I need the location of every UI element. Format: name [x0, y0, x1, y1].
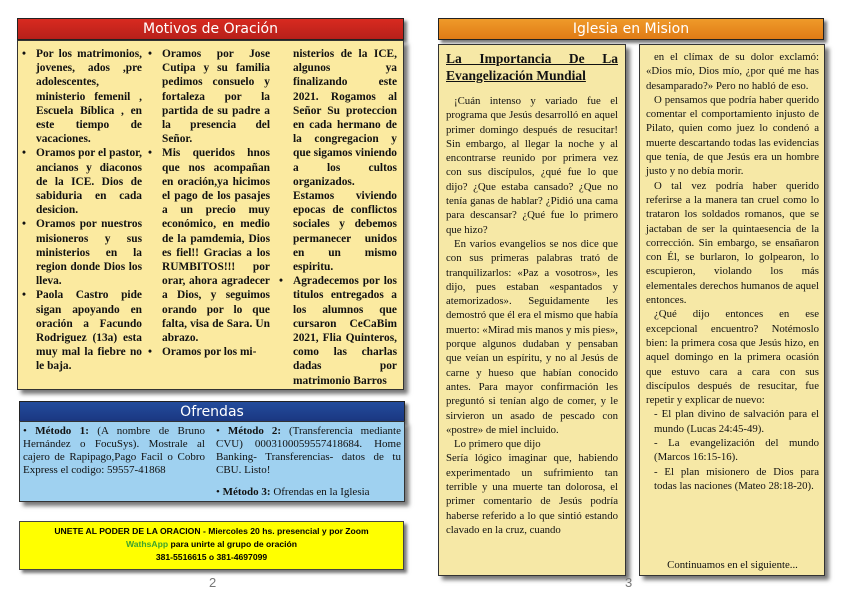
list-item: • Oramos por los mi- — [148, 345, 270, 359]
list-item-continuation: nisterios de la ICE, algunos ya finalizando este 2021. Rogamos al Señor Su proteccion en cada hermano de la congregacion y que sigamos viniendo a los cultos organizados. Estamos viviendo epocas de conflictos sociales y debemos permanecer unidos en un mismo espiritu. — [293, 48, 397, 274]
banner-line-2: WathsApp para unirte al grupo de oración — [125, 539, 298, 549]
article-paragraph: en el clímax de su dolor exclamó: «Dios mío, Dios mío, ¿por qué me has desamparado?» Pero no habló de eso. — [646, 51, 819, 92]
ofrendas-title: Ofrendas — [180, 404, 244, 420]
motivos-column-2 — [148, 47, 270, 359]
metodo-2-text: (Transferencia mediante CVU) 0003100059557418684. Home Banking- Transferencias- datos de tu CBU. Listo! — [216, 425, 401, 476]
list-item: • Paola Castro pide sigan apoyando en oración a Facundo Rodriguez (13a) esta muy mal la fiebre no le baja. — [22, 288, 142, 373]
motivos-column-3 — [279, 47, 397, 388]
list-item: • Oramos por nuestros misioneros y sus ministerios en la region donde Dios los lleva. — [22, 217, 142, 288]
iglesia-header — [438, 18, 824, 40]
ofrendas-header — [19, 401, 405, 423]
article-paragraph: ¡Cuán intenso y variado fue el programa que Jesús desarrolló en aquel primer domingo después de resucitar! Sin embargo, al llegar la noche y al encontrarse reunido por primera vez con sus discípulos, ¿qué fue lo que dijo? ¿Que estaba cansado? ¿Que no tenía ganas de hablar? ¿Pidió una cama para descansar? ¿Qué fue lo primero que hizo? — [446, 95, 618, 236]
article-column-1 — [446, 50, 618, 537]
banner-line-1: UNETE AL PODER DE LA ORACION - Miercoles 20 hs. presencial y por Zoom — [54, 526, 369, 536]
banner-phones: 381-5516615 o 381-4697099 — [155, 552, 268, 562]
article-list-item: - El plan misionero de Dios para todas las naciones (Mateo 28:18-20). — [654, 465, 819, 492]
article-paragraph: Sería lógico imaginar que, habiendo experimentado un sufrimiento tan terrible y una muerte tan dolorosa, el primer comentario de Jesús podría haberse referido a lo que sintió estando clavado en la cruz, cuando — [446, 452, 618, 536]
article-list-item: - La evangelización del mundo (Marcos 16:15-16). — [654, 437, 819, 464]
article-paragraph: ¿Qué dijo entonces en ese excepcional encuentro? Notémoslo bien: la primera cosa que Jesús hizo, en aquel domingo en la primera ocasión que estuvo cara a cara con sus discípulos después de resucitar, fue repetir y explicar de nuevo: — [646, 308, 819, 407]
page-number-left: 2 — [209, 575, 217, 590]
metodo-2-label: Método 2: — [227, 425, 282, 437]
ofrenda-metodo-1: • Método 1: (A nombre de Bruno Hernández o FocuSys). Mostrale al cajero de Rapipago,Pago Facil o Cobro Express el codigo: 59557-41868 — [23, 425, 205, 476]
list-item: • Mis queridos hnos que nos acompañan en oración,ya hicimos el pago de los pasajes a un precio muy económico, en medio de la pamdemia, Dios es fiel!! Gracias a los RUMBITOS!!! por orar, ahora agradecer a Dios, y seguimos orando por lo que falta, visa de Sara. Un abrazo. — [148, 146, 270, 345]
list-item: • Agradecemos por los titulos entregados a los alumnos que cursaron CeCaBim 2021, Flia Quinteros, como las charlas dadas por matrimonio Barros — [279, 274, 397, 388]
motivos-title: Motivos de Oración — [143, 21, 278, 37]
metodo-1-label: Método 1: — [35, 425, 89, 437]
article-paragraph: En varios evangelios se nos dice que con sus primeras palabras trató de tranquilizarlos: «Paz a vosotros», les dijo, pues estaban «espantados y atemorizados». Seguidamente les demostró que él era el mismo que había muerto: «Mirad mis manos y mis pies», porque algunos dudaban y pensaban que veían un espíritu, y no al Jesús de carne y hueso que habían conocido antes. Para mayor confirmación les preguntó si tenían algo de comer, y le sirvieron un asado de pescado con «postre» de miel incluido. — [446, 237, 618, 436]
oracion-banner-text — [19, 525, 404, 564]
list-item: • Por los matrimonios, jovenes, ados ,pre adolescentes, ministerio femenil , Escuela Bíblica , en este tiempo de vacaciones. — [22, 47, 142, 146]
ofrenda-metodo-3: • Método 3: Ofrendas en la Iglesia — [216, 486, 370, 498]
motivos-column-1 — [22, 47, 142, 374]
iglesia-title: Iglesia en Mision — [572, 21, 690, 37]
article-list-item: - El plan divino de salvación para el mundo (Lucas 24:45-49). — [654, 408, 819, 435]
article-column-2 — [646, 50, 819, 493]
article-title: La Importancia De La Evangelización Mundial — [446, 51, 618, 83]
metodo-3-text: Ofrendas en la Iglesia — [273, 486, 370, 498]
list-item: • Oramos por el pastor, ancianos y diaconos de la ICE. Dios de sabiduria en cada desicion. — [22, 146, 142, 217]
list-item: • Oramos por Jose Cutipa y su familia pedimos consuelo y fortaleza por la partida de su padre a la presencia del Señor. — [148, 47, 270, 146]
metodo-3-label: Método 3: — [222, 486, 271, 498]
whatsapp-label: WathsApp — [125, 539, 169, 549]
article-paragraph: O pensamos que podría haber querido comentar el comportamiento injusto de Pilato, quien como juez lo condenó a muerte descartando todas las evidencias que tenía, de que Jesús era un hombre justo y no debía morir. — [646, 93, 819, 178]
article-continued-note: Continuamos en el siguiente... — [667, 559, 798, 571]
motivos-header — [17, 18, 404, 40]
ofrenda-metodo-2: • Método 2: (Transferencia mediante CVU) 0003100059557418684. Home Banking- Transferencias- datos de tu CBU. Listo! — [216, 425, 401, 476]
article-subheading: Lo primero que dijo — [454, 438, 541, 451]
article-paragraph: O tal vez podría haber querido referirse a la manera tan cruel como lo trataron los soldados romanos, que se jactaban de ser la quintaesencia de la corrección. Sin embargo, se ensañaron con Él, se burlaron, lo golpearon, lo escupieron, violando los más elementales derechos humanos de aquel entonces. — [646, 179, 819, 307]
page-number-right: 3 — [625, 575, 633, 590]
metodo-1-text: (A nombre de Bruno Hernández o FocuSys). Mostrale al cajero de Rapipago,Pago Facil o Cobro Express el codigo: 59557-41868 — [23, 425, 205, 476]
